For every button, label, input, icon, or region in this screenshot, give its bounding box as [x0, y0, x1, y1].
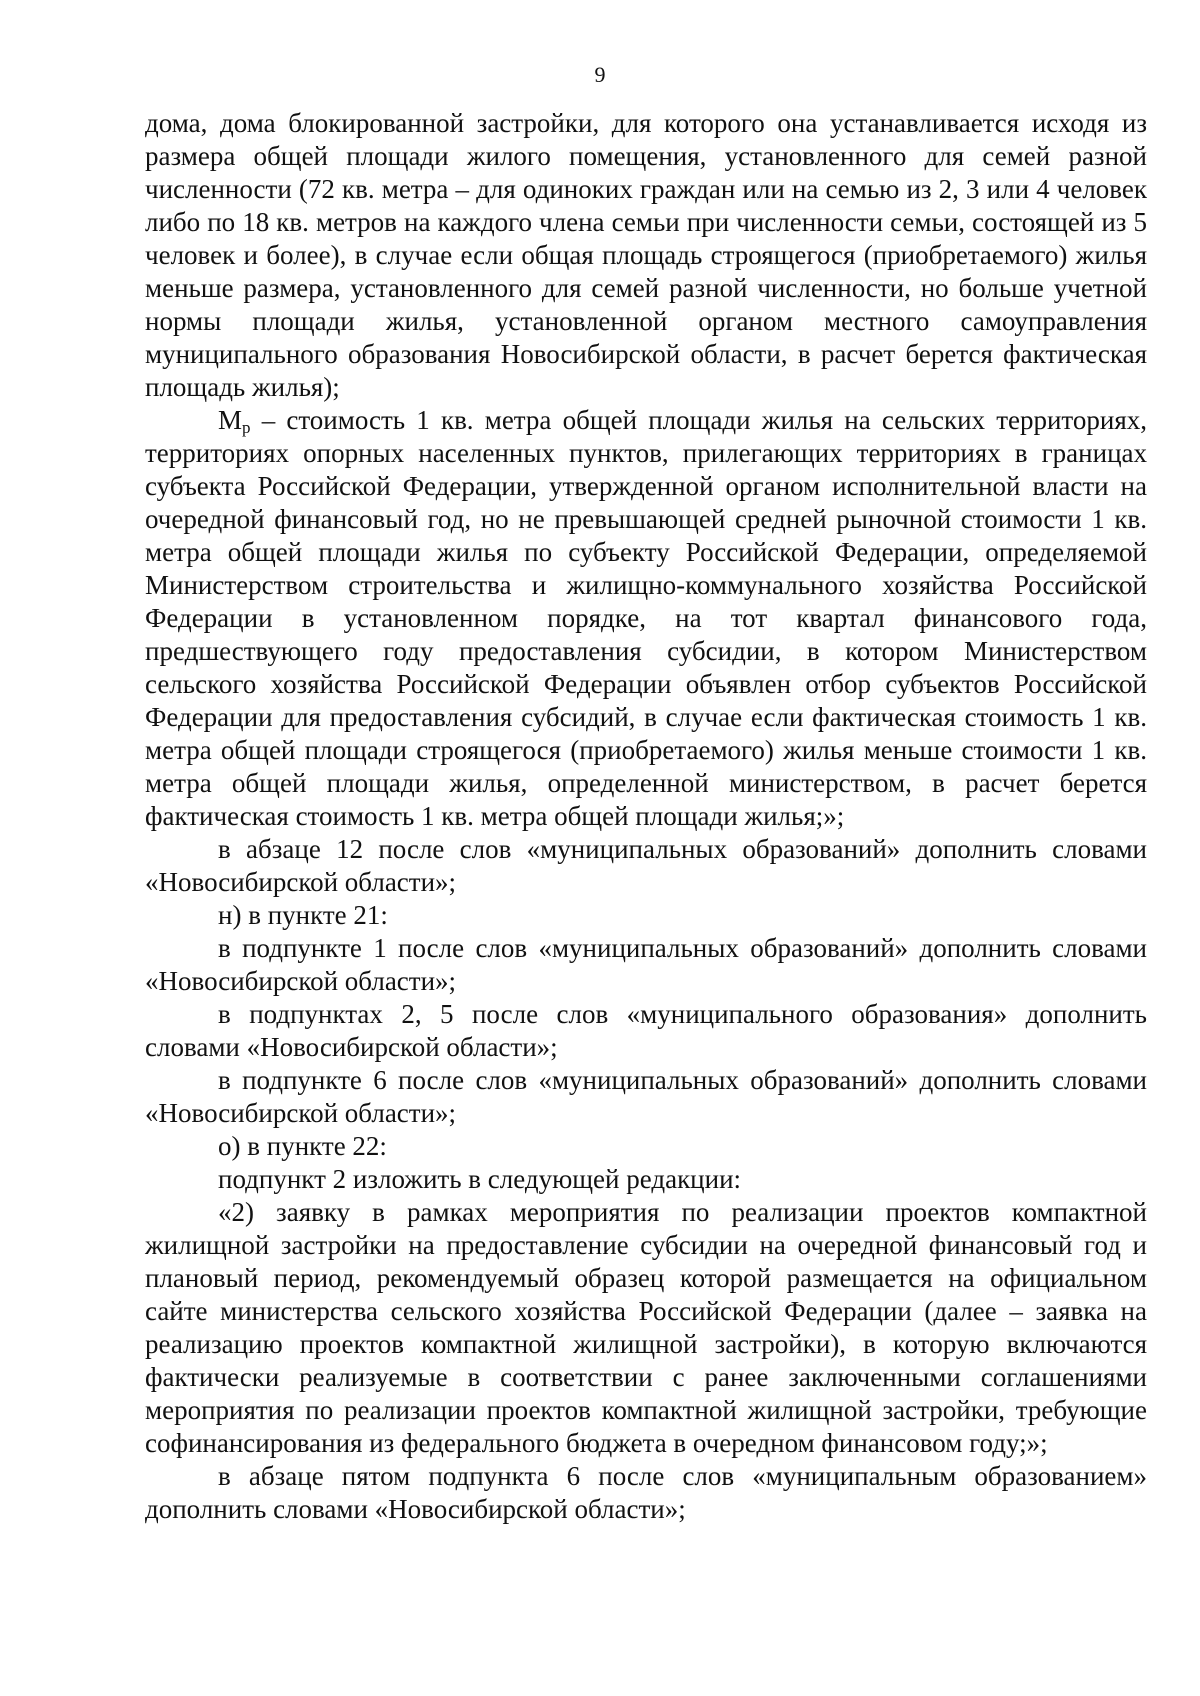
paragraph-cost-definition [145, 404, 1147, 833]
cost-definition-text: – стоимость 1 кв. метра общей площади жилья на сельских территориях, территориях опорных населенных пунктов, прилегающих территориях в границах субъекта Российской Федерации, утвержденной органом исполнительной власти на очередной финансовый год, но не превышающей средней рыночной стоимости 1 кв. метра общей площади жилья по субъекту Российской Федерации, определяемой Министерством строительства и жилищно-коммунального хозяйства Российской Федерации в установленном порядке, на тот квартал финансового года, предшествующего году предоставления субсидии, в котором Министерством сельского хозяйства Российской Федерации объявлен отбор субъектов Российской Федерации для предоставления субсидий, в случае если фактическая стоимость 1 кв. метра общей площади строящегося (приобретаемого) жилья меньше стоимости 1 кв. метра общей площади жилья, определенной министерством, в расчет берется фактическая стоимость 1 кв. метра общей площади жилья;»; [145, 405, 1147, 831]
paragraph-subitem-6: в подпункте 6 после слов «муниципальных образований» дополнить словами «Новосибирской области»; [145, 1065, 1147, 1128]
paragraph-housing-area: дома, дома блокированной застройки, для которого она устанавливается исходя из размера общей площади жилого помещения, установленного для семей разной численности (72 кв. метра – для одиноких граждан или на семью из 2, 3 или 4 человек либо по 18 кв. метров на каждого члена семьи при численности семьи, состоящей из 5 человек и более), в случае если общая площадь строящегося (приобретаемого) жилья меньше размера, установленного для семей разной численности, но больше учетной нормы площади жилья, установленной органом местного самоуправления муниципального образования Новосибирской области, в расчет берется фактическая площадь жилья); [145, 108, 1147, 402]
document-body [145, 107, 1147, 1526]
paragraph-subitem-2-edit: подпункт 2 изложить в следующей редакции: [218, 1164, 742, 1194]
paragraph-abzac-12: в абзаце 12 после слов «муниципальных образований» дополнить словами «Новосибирской области»; [145, 834, 1147, 897]
paragraph-item-n: н) в пункте 21: [218, 900, 388, 930]
paragraph-item-o: о) в пункте 22: [218, 1131, 387, 1161]
paragraph-application-text: «2) заявку в рамках мероприятия по реализации проектов компактной жилищной застройки на предоставление субсидии на очередной финансовый год и плановый период, рекомендуемый образец которой размещается на официальном сайте министерства сельского хозяйства Российской Федерации (далее – заявка на реализацию проектов компактной жилищной застройки), в которую включаются фактически реализуемые в соответствии с ранее заключенными соглашениями мероприятия по реализации проектов компактной жилищной застройки, требующие софинансирования из федерального бюджета в очередном финансовом году;»; [145, 1197, 1147, 1458]
page-number: 9 [594, 62, 606, 87]
paragraph-subitem-1: в подпункте 1 после слов «муниципальных образований» дополнить словами «Новосибирской области»; [145, 933, 1147, 996]
paragraph-subitems-2-5: в подпунктах 2, 5 после слов «муниципального образования» дополнить словами «Новосибирской области»; [145, 999, 1147, 1062]
cost-symbol: М [218, 405, 243, 435]
cost-symbol-subscript: р [242, 418, 251, 437]
paragraph-abzac-5-subitem-6: в абзаце пятом подпункта 6 после слов «муниципальным образованием» дополнить словами «Новосибирской области»; [145, 1461, 1147, 1524]
